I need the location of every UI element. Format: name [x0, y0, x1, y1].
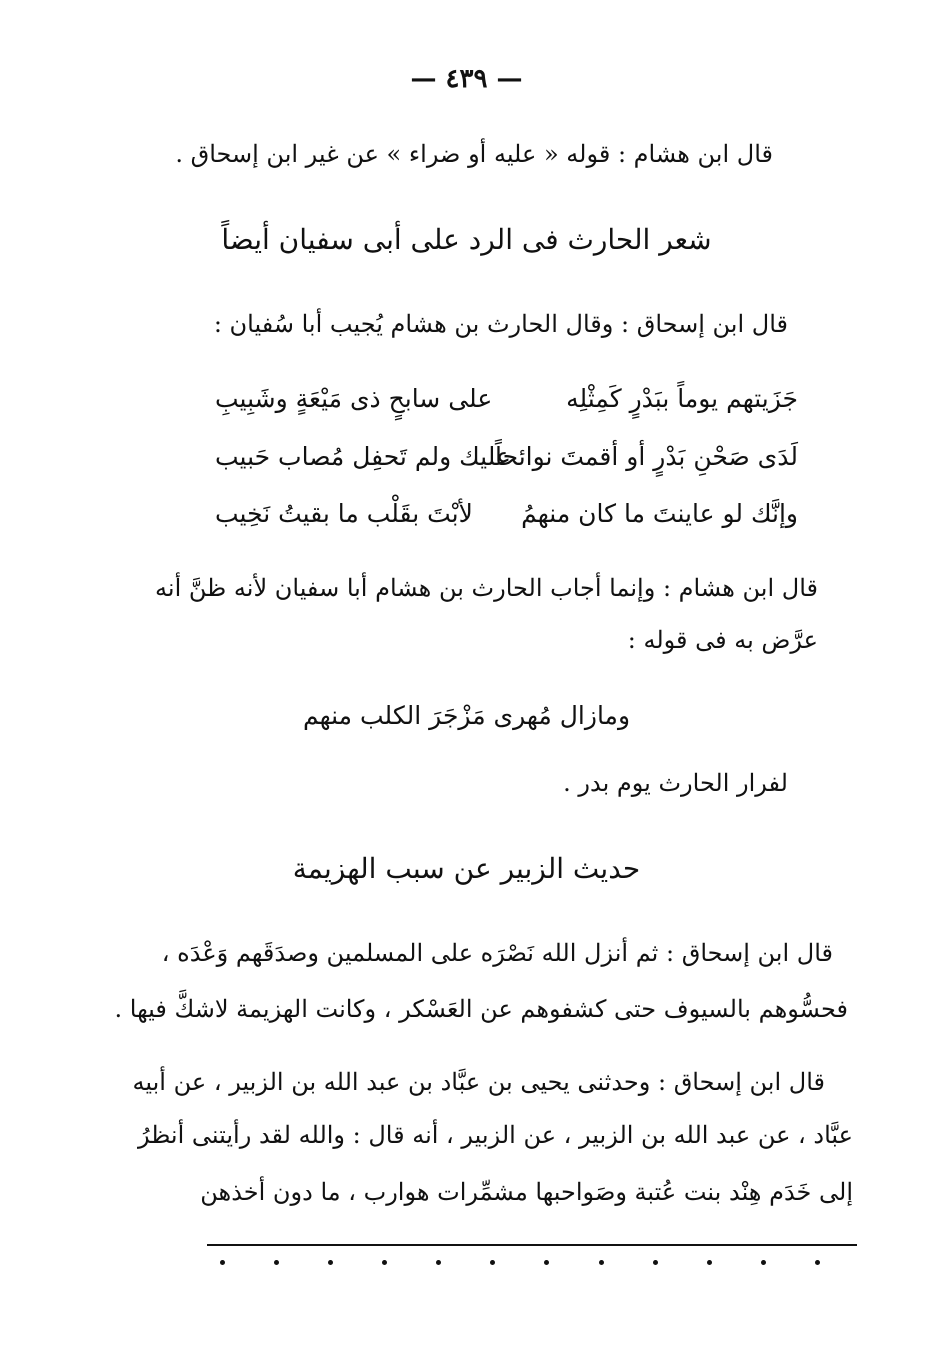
paragraph-yahya-line-2: عبَّاد ، عن عبد الله بن الزبير ، عن الزبير ، أنه قال : والله لقد رأيتنى أنظرُ [137, 1121, 853, 1149]
intro-ibn-ishaq: قال ابن إسحاق : وقال الحارث بن هشام يُجيب أبا سُفيان : [213, 310, 788, 338]
verse-3-hemistich-left: لأبْتَ بقَلْب ما بقيتُ نَخِيب [215, 499, 473, 528]
footer-dot [328, 1260, 333, 1265]
heading-harith-poem: شعر الحارث فى الرد على أبى سفيان أيضاً [221, 223, 712, 256]
verse-1-hemistich-left: على سابحٍ ذى مَيْعَةٍ وشَبِيبِ [215, 384, 493, 413]
verse-1-hemistich-right: جَزَيتهم يوماً ببَدْرٍ كَمِثْلِه [566, 384, 798, 413]
paragraph-yahya-line-3: إلى خَدَم هِنْد بنت عُتبة وصَواحبها مشمِّرات هوارب ، ما دون أخذهن [200, 1178, 853, 1206]
paragraph-ibn-hisham-line-1: قال ابن هشام : وإنما أجاب الحارث بن هشام أبا سفيان لأنه ظنَّ أنه [155, 574, 818, 602]
paragraph-ibn-hisham-line-2: عرَّض به فى قوله : [627, 626, 818, 654]
paragraph-victory-line-2: فحسُّوهم بالسيوف حتى كشفوهم عن العَسْكر ، وكانت الهزيمة لاشكَّ فيها . [114, 995, 848, 1023]
footer-dot [761, 1260, 766, 1265]
footer-dot [599, 1260, 604, 1265]
footer-dot [815, 1260, 820, 1265]
footer-dot [653, 1260, 658, 1265]
paragraph-yahya-line-1: قال ابن إسحاق : وحدثنى يحيى بن عبَّاد بن عبد الله بن الزبير ، عن أبيه [132, 1068, 825, 1096]
heading-zubayr-hadith: حديث الزبير عن سبب الهزيمة [292, 852, 641, 885]
footer-dot [220, 1260, 225, 1265]
footer-rule [207, 1244, 857, 1246]
footer-dots [220, 1260, 820, 1265]
quoted-verse: ومازال مُهرى مَزْجَرَ الكلب منهم [302, 701, 631, 730]
footer-dot [544, 1260, 549, 1265]
verse-2-hemistich-left: عليك ولم تَحفِل مُصاب حَبيب [215, 442, 511, 471]
page-number: — ٤٣٩ — [410, 64, 523, 94]
paragraph-victory-line-1: قال ابن إسحاق : ثم أنزل الله نَصْرَه على المسلمين وصدَقَهم وَعْدَه ، [161, 939, 833, 967]
footer-dot [274, 1260, 279, 1265]
note-top: قال ابن هشام : قوله « عليه أو ضراء » عن غير ابن إسحاق . [175, 140, 773, 168]
footer-dot [490, 1260, 495, 1265]
footer-dot [707, 1260, 712, 1265]
footer-dot [382, 1260, 387, 1265]
paragraph-flight-of-harith: لفرار الحارث يوم بدر . [563, 769, 788, 797]
verse-3-hemistich-right: وإنَّك لو عاينتَ ما كان منهمُ [521, 499, 798, 528]
verse-2-hemistich-right: لَدَى صَحْنِ بَدْرٍ أو أقمتَ نوائحاً [494, 442, 798, 471]
footer-dot [436, 1260, 441, 1265]
